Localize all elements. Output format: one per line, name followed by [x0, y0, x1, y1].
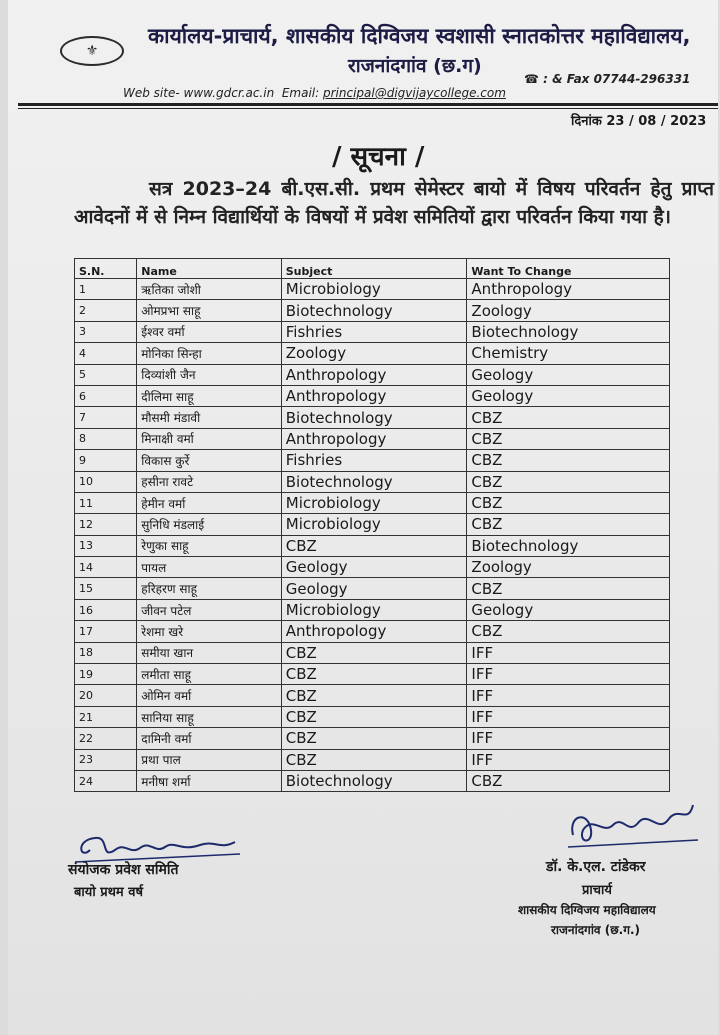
table-row [75, 685, 670, 706]
table-row [75, 343, 670, 364]
cell-name: समीया खान [137, 642, 282, 663]
website-text: Web site- www.gdcr.ac.in [123, 86, 275, 100]
cell-name: लमीता साहू [137, 664, 282, 685]
cell-subject: Anthropology [281, 364, 467, 385]
cell-want-to-change: CBZ [467, 407, 670, 428]
table-row [75, 492, 670, 513]
header-sn: S.N. [75, 259, 137, 279]
table-body [75, 279, 670, 792]
header-subject: Subject [281, 259, 467, 279]
table-row [75, 749, 670, 770]
cell-subject: CBZ [281, 685, 467, 706]
cell-subject: Fishries [281, 321, 467, 342]
cell-subject: Microbiology [281, 492, 467, 513]
cell-sn: 12 [75, 514, 137, 535]
notice-date: दिनांक 23 / 08 / 2023 [571, 114, 707, 129]
table-row [75, 300, 670, 321]
cell-subject: Biotechnology [281, 471, 467, 492]
table-row [75, 321, 670, 342]
principal-city: राजनांदगांव (छ.ग.) [551, 923, 641, 937]
principal-college: शासकीय दिग्विजय महाविद्यालय [518, 903, 656, 917]
cell-name: हेमीन वर्मा [137, 492, 282, 513]
cell-sn: 24 [75, 770, 137, 791]
cell-subject: Microbiology [281, 599, 467, 620]
cell-subject: CBZ [281, 535, 467, 556]
cell-sn: 23 [75, 749, 137, 770]
cell-want-to-change: CBZ [467, 621, 670, 642]
college-logo-icon: ⚜ [60, 36, 124, 66]
cell-name: मौसमी मंडावी [137, 407, 282, 428]
cell-want-to-change: CBZ [467, 428, 670, 449]
cell-subject: Fishries [281, 450, 467, 471]
cell-sn: 22 [75, 728, 137, 749]
table-row [75, 450, 670, 471]
cell-want-to-change: IFF [467, 728, 670, 749]
table-row [75, 471, 670, 492]
table-row [75, 535, 670, 556]
notice-body: सत्र 2023–24 बी.एस.सी. प्रथम सेमेस्टर बायो में विषय परिवर्तन हेतु प्राप्त आवेदनों में से निम्न विद्यार्थियों के विषयों में प्रवेश समितियों द्वारा परिवर्तन किया गया है। [74, 178, 714, 228]
cell-sn: 4 [75, 343, 137, 364]
email-link[interactable]: principal@digvijaycollege.com [322, 86, 506, 100]
cell-sn: 17 [75, 621, 137, 642]
cell-subject: CBZ [281, 664, 467, 685]
cell-name: मिनाक्षी वर्मा [137, 428, 282, 449]
cell-name: ईश्वर वर्मा [137, 321, 282, 342]
convener-dept: बायो प्रथम वर्ष [74, 885, 143, 900]
cell-name: सुनिधि मंडलाई [137, 514, 282, 535]
table-row [75, 557, 670, 578]
cell-subject: CBZ [281, 728, 467, 749]
cell-sn: 21 [75, 706, 137, 727]
table-row [75, 578, 670, 599]
table-row [75, 364, 670, 385]
table-row [75, 621, 670, 642]
cell-subject: Geology [281, 557, 467, 578]
table-row [75, 770, 670, 791]
cell-sn: 8 [75, 428, 137, 449]
cell-want-to-change: Geology [467, 599, 670, 620]
cell-subject: CBZ [281, 749, 467, 770]
cell-subject: CBZ [281, 642, 467, 663]
cell-subject: Geology [281, 578, 467, 599]
cell-want-to-change: CBZ [467, 514, 670, 535]
cell-name: हरिहरण साहू [137, 578, 282, 599]
principal-signature [563, 795, 703, 855]
cell-sn: 9 [75, 450, 137, 471]
cell-sn: 16 [75, 599, 137, 620]
cell-sn: 6 [75, 385, 137, 406]
cell-name: सानिया साहू [137, 706, 282, 727]
principal-title: प्राचार्य [582, 883, 612, 898]
cell-want-to-change: CBZ [467, 770, 670, 791]
cell-sn: 20 [75, 685, 137, 706]
college-header-city: राजनांदगांव (छ.ग) [348, 55, 482, 77]
cell-want-to-change: IFF [467, 749, 670, 770]
cell-sn: 7 [75, 407, 137, 428]
table-header-row [75, 259, 670, 279]
cell-sn: 3 [75, 321, 137, 342]
email-label: Email: [281, 86, 320, 100]
cell-want-to-change: Anthropology [467, 279, 670, 300]
cell-name: दामिनी वर्मा [137, 728, 282, 749]
cell-name: मोनिका सिन्हा [137, 343, 282, 364]
cell-name: हसीना रावटे [137, 471, 282, 492]
cell-subject: Anthropology [281, 385, 467, 406]
cell-want-to-change: IFF [467, 685, 670, 706]
cell-want-to-change: CBZ [467, 471, 670, 492]
cell-want-to-change: IFF [467, 664, 670, 685]
cell-name: रेशमा खरे [137, 621, 282, 642]
cell-name: ओमप्रभा साहू [137, 300, 282, 321]
header-divider [18, 103, 718, 106]
cell-sn: 15 [75, 578, 137, 599]
cell-want-to-change: IFF [467, 706, 670, 727]
cell-want-to-change: Geology [467, 385, 670, 406]
cell-name: पायल [137, 557, 282, 578]
header-name: Name [137, 259, 282, 279]
cell-want-to-change: Biotechnology [467, 321, 670, 342]
cell-want-to-change: Biotechnology [467, 535, 670, 556]
cell-subject: Anthropology [281, 621, 467, 642]
table-row [75, 642, 670, 663]
table-row [75, 279, 670, 300]
cell-want-to-change: Geology [467, 364, 670, 385]
table-row [75, 599, 670, 620]
notice-title: / सूचना / [332, 142, 425, 172]
notice-document [8, 0, 718, 1035]
cell-subject: Biotechnology [281, 300, 467, 321]
cell-name: दीलिमा साहू [137, 385, 282, 406]
cell-want-to-change: IFF [467, 642, 670, 663]
cell-subject: Biotechnology [281, 770, 467, 791]
subject-change-table [74, 258, 670, 792]
cell-subject: Biotechnology [281, 407, 467, 428]
table-row [75, 407, 670, 428]
cell-name: रेणुका साहू [137, 535, 282, 556]
cell-sn: 10 [75, 471, 137, 492]
cell-name: मनीषा शर्मा [137, 770, 282, 791]
cell-sn: 2 [75, 300, 137, 321]
cell-want-to-change: Chemistry [467, 343, 670, 364]
table-row [75, 706, 670, 727]
table-row [75, 728, 670, 749]
cell-want-to-change: CBZ [467, 492, 670, 513]
fax-number: ☎ : & Fax 07744-296331 [524, 72, 691, 86]
cell-subject: CBZ [281, 706, 467, 727]
table-row [75, 664, 670, 685]
cell-want-to-change: CBZ [467, 578, 670, 599]
cell-subject: Microbiology [281, 279, 467, 300]
cell-subject: Zoology [281, 343, 467, 364]
cell-subject: Microbiology [281, 514, 467, 535]
table-row [75, 514, 670, 535]
cell-want-to-change: Zoology [467, 557, 670, 578]
contact-web-line [123, 86, 506, 100]
cell-sn: 19 [75, 664, 137, 685]
cell-name: ऋतिका जोशी [137, 279, 282, 300]
cell-subject: Anthropology [281, 428, 467, 449]
convener-label: संयोजक प्रवेश समिति [68, 862, 179, 878]
cell-name: प्रथा पाल [137, 749, 282, 770]
table-row [75, 428, 670, 449]
cell-name: जीवन पटेल [137, 599, 282, 620]
cell-name: ओमिन वर्मा [137, 685, 282, 706]
college-header-title: कार्यालय-प्राचार्य, शासकीय दिग्विजय स्वशासी स्नातकोत्तर महाविद्यालय, [148, 24, 691, 48]
cell-name: विकास कुर्रे [137, 450, 282, 471]
cell-want-to-change: CBZ [467, 450, 670, 471]
cell-sn: 14 [75, 557, 137, 578]
principal-name: डॉ. के.एल. टांडेकर [546, 859, 646, 875]
header-divider-thin [18, 108, 718, 109]
cell-sn: 18 [75, 642, 137, 663]
cell-sn: 11 [75, 492, 137, 513]
table-row [75, 385, 670, 406]
cell-sn: 13 [75, 535, 137, 556]
cell-name: दिव्यांशी जैन [137, 364, 282, 385]
header-want-to-change: Want To Change [467, 259, 670, 279]
cell-sn: 5 [75, 364, 137, 385]
cell-want-to-change: Zoology [467, 300, 670, 321]
cell-sn: 1 [75, 279, 137, 300]
